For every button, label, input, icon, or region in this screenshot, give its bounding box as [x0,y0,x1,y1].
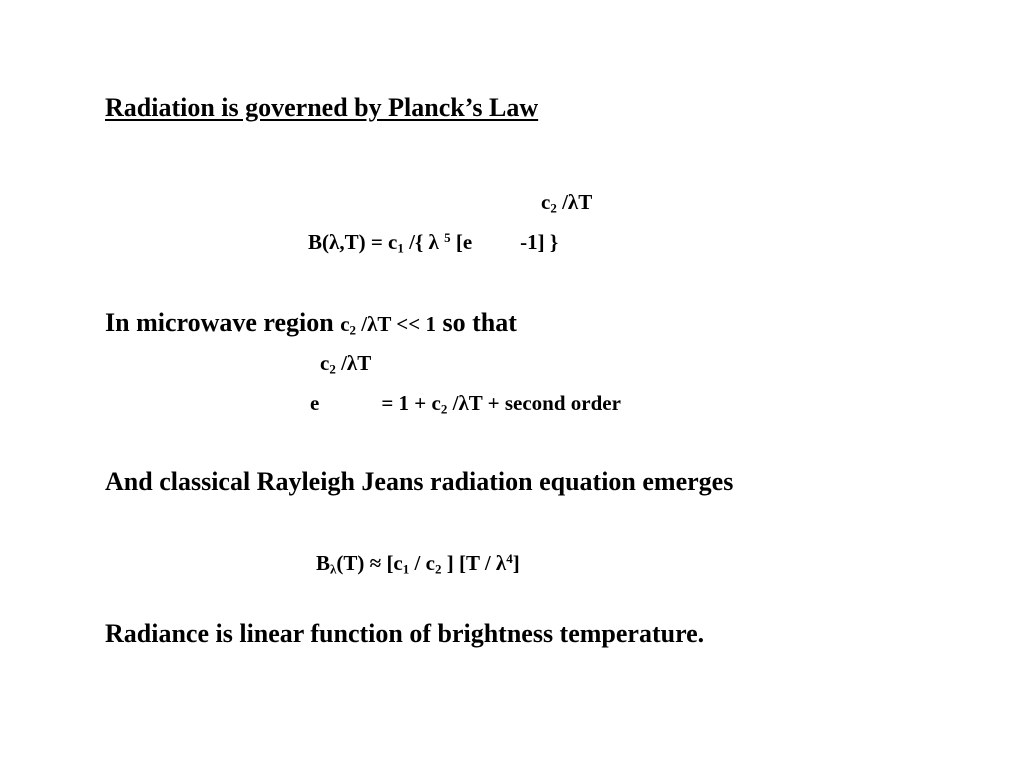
expansion-equation [310,391,621,417]
cond-c-subscript: 2 [349,322,357,338]
planck-equation [308,229,559,256]
exp2-c-subscript: 2 [329,361,336,377]
exp-c-subscript: 2 [550,200,557,216]
rj-slash: / c [409,551,435,575]
exp-rest: /λT [556,190,593,214]
expansion-rhs-subscript: 2 [440,401,448,417]
expansion-base: e [310,391,320,415]
microwave-line [105,310,517,336]
planck-lambda-power: 5 [444,229,451,245]
cond-rest: /λT << 1 [356,312,436,336]
expansion-exponent [320,351,372,377]
planck-c1-subscript: 1 [397,240,404,256]
exp2-c: c [320,351,330,375]
slide-title: Radiation is governed by Planck’s Law [105,93,539,122]
rj-b-subscript: λ [330,561,337,577]
planck-mid: /{ λ [403,230,445,254]
microwave-lead: In microwave region [105,308,341,337]
rj-c1-subscript: 1 [402,561,410,577]
exp-c: c [541,190,551,214]
expansion-rhs-start: = 1 + c [381,391,441,415]
microwave-tail: so that [436,308,517,337]
expansion-rhs-rest: /λT + second order [447,391,621,415]
rj-b: B [316,551,331,575]
rj-close: ] [T / λ [441,551,507,575]
rayleigh-equation [316,550,520,577]
cond-c: c [340,312,350,336]
planck-exponent [541,190,593,216]
rj-lambda-power: 4 [506,550,513,566]
rj-c2-subscript: 2 [434,561,442,577]
conclusion-line: Radiance is linear function of brightness temperature. [105,619,705,648]
microwave-condition [340,312,436,336]
planck-lhs: B(λ,T) = c [308,230,398,254]
planck-open-e: [e [450,230,473,254]
rj-end: ] [512,551,520,575]
planck-tail: -1] } [520,230,559,254]
rj-after-b: (T) ≈ [c [336,551,403,575]
exp2-rest: /λT [335,351,372,375]
rayleigh-line: And classical Rayleigh Jeans radiation equation emerges [105,467,734,496]
